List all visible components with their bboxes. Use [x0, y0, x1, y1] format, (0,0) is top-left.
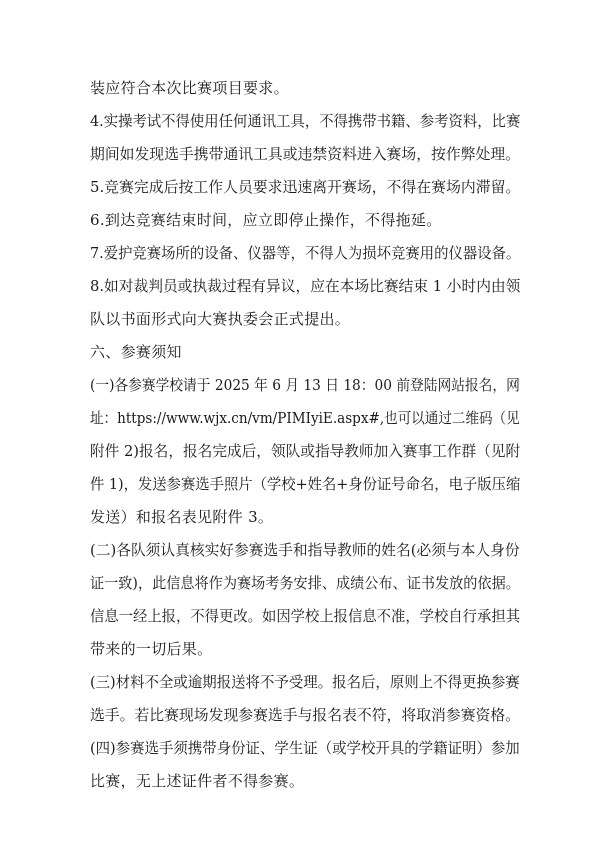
text-line: (三)材料不全或逾期报送将不予受理。报名后，原则上不得更换参赛 — [90, 673, 520, 691]
text-line: 8.如对裁判员或执裁过程有异议，应在本场比赛结束 1 小时内由领 — [90, 277, 521, 295]
text-line: 5.竞赛完成后按工作人员要求迅速离开赛场，不得在赛场内滞留。 — [90, 178, 521, 196]
text-line: 证一致)，此信息将作为赛场考务安排、成绩公布、证书发放的依据。 — [90, 574, 520, 592]
text-line: 7.爱护竞赛场所的设备、仪器等，不得人为损坏竞赛用的仪器设备。 — [90, 244, 521, 262]
text-line: 带来的一切后果。 — [90, 640, 213, 658]
text-line: 选手。若比赛现场发现参赛选手与报名表不符，将取消参赛资格。 — [90, 706, 521, 724]
text-line: 比赛，无上述证件者不得参赛。 — [90, 772, 305, 790]
text-line: 址：https://www.wjx.cn/vm/PIMIyiE.aspx#,也可以通过二维码（见 — [90, 409, 520, 427]
text-line: 6.到达竞赛结束时间，应立即停止操作，不得拖延。 — [90, 211, 442, 229]
text-line: 期间如发现选手携带通讯工具或违禁资料进入赛场，按作弊处理。 — [90, 145, 521, 163]
text-line: 信息一经上报，不得更改。如因学校上报信息不准，学校自行承担其 — [90, 607, 521, 625]
text-line: (二)各队须认真核实好参赛选手和指导教师的姓名(必须与本人身份 — [90, 541, 520, 559]
text-line: (一)各参赛学校请于 2025 年 6 月 13 日 18：00 前登陆网站报名，网 — [90, 376, 520, 394]
text-line: 队以书面形式向大赛执委会正式提出。 — [90, 310, 351, 328]
section-heading: 六、参赛须知 — [90, 343, 182, 361]
text-line: 附件 2)报名，报名完成后，领队或指导教师加入赛事工作群（见附 — [90, 442, 521, 460]
text-line: 件 1)，发送参赛选手照片（学校+姓名+身份证号命名，电子版压缩 — [90, 475, 521, 493]
text-line: 装应符合本次比赛项目要求。 — [90, 79, 289, 97]
text-line: (四)参赛选手须携带身份证、学生证（或学校开具的学籍证明）参加 — [90, 739, 520, 757]
text-line: 发送）和报名表见附件 3。 — [90, 508, 274, 526]
text-line: 4.实操考试不得使用任何通讯工具，不得携带书籍、参考资料，比赛 — [90, 112, 521, 130]
